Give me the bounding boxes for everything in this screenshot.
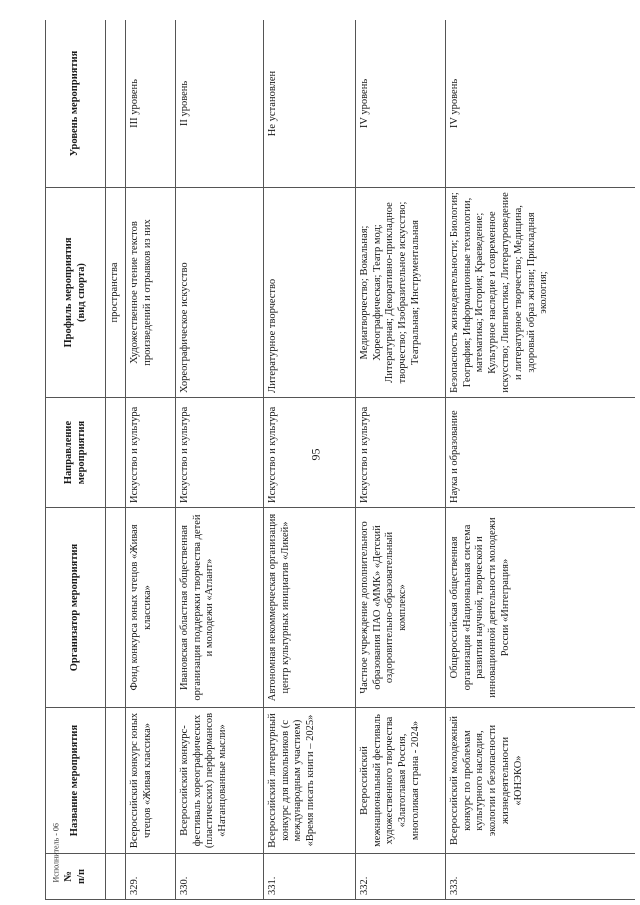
page-number: 95 (308, 448, 323, 461)
cell-level (106, 20, 126, 188)
table-header-row (46, 20, 106, 900)
cell-level: Не установлен (263, 20, 355, 188)
header-number: № п/п (46, 854, 106, 900)
table-row (106, 20, 126, 900)
cell-organizer: Автономная некоммерческая организация центр культурных инициатив «Ликей» (263, 508, 355, 708)
table-row (445, 20, 635, 900)
cell-direction: Наука и образование (445, 398, 635, 508)
cell-profile: пространства (106, 188, 126, 398)
cell-level: IV уровень (445, 20, 635, 188)
cell-name: Всероссийский конкурс-фестиваль хореографических (пластических) перформансов «Натанцованные мысли» (175, 708, 263, 854)
header-level: Уровень мероприятия (46, 20, 106, 188)
cell-number: 331. (263, 854, 355, 900)
cell-organizer: Общероссийская общественная организация «Национальная система развития научной, творческой и инновационной деятельности молодежи России «Интеграция» (445, 508, 635, 708)
table-row (355, 20, 445, 900)
cell-name: Всероссийский межнациональный фестиваль художественного творчества «Златоглавая Россия, многоликая страна - 2024» (355, 708, 445, 854)
table-row (263, 20, 355, 900)
cell-organizer (106, 508, 126, 708)
cell-number: 332. (355, 854, 445, 900)
cell-organizer: Частное учреждение дополнительного образования ПАО «ММК» «Детский оздоровительно-образовательный комплекс» (355, 508, 445, 708)
cell-direction: Искусство и культура (125, 398, 175, 508)
cell-number: 330. (175, 854, 263, 900)
cell-number (106, 854, 126, 900)
cell-direction: Искусство и культура (355, 398, 445, 508)
cell-level: IV уровень (355, 20, 445, 188)
cell-number: 329. (125, 854, 175, 900)
cell-organizer: Фонд конкурса юных чтецов «Живая классика» (125, 508, 175, 708)
cell-profile: Медиатворчество; Вокальная; Хореографическая; Театр мод; Литературная; Декоративно-прикладное творчество; Изобразительное искусство; Театральная; Инструментальная (355, 188, 445, 398)
table-sheet (45, 20, 635, 900)
cell-profile: Безопасность жизнедеятельности; Биология; География; Информационные технологии, математика; История; Краеведение; Культурное наследие и современное искусство; Лингвистика; Литературоведение и литературное творчество; Медицина, здоровый образ жизни; Прикладная экология; (445, 188, 635, 398)
header-direction: Направление мероприятия (46, 398, 106, 508)
cell-name: Всероссийский конкурс юных чтецов «Живая классика» (125, 708, 175, 854)
cell-direction (106, 398, 126, 508)
table-row (175, 20, 263, 900)
footer-note: Исполнитель - 06 (51, 823, 61, 883)
cell-level: III уровень (125, 20, 175, 188)
cell-name: Всероссийский литературный конкурс для школьников (с международным участием) «Время писать книги – 2025» (263, 708, 355, 854)
cell-level: II уровень (175, 20, 263, 188)
header-organizer: Организатор мероприятия (46, 508, 106, 708)
header-name: Название мероприятия (46, 708, 106, 854)
cell-organizer: Ивановская областная общественная организация поддержки творчества детей и молодежи «Атлант» (175, 508, 263, 708)
cell-profile: Художественное чтение текстов произведений и отрывков из них (125, 188, 175, 398)
cell-name (106, 708, 126, 854)
cell-name: Всероссийский молодежный конкурс по проблемам культурного наследия, экологии и безопасности жизнедеятельности «ЮНЭКО» (445, 708, 635, 854)
table-row (125, 20, 175, 900)
header-profile: Профиль мероприятия (вид спорта) (46, 188, 106, 398)
events-table (45, 20, 635, 900)
cell-number: 333. (445, 854, 635, 900)
cell-direction: Искусство и культура (263, 398, 355, 508)
cell-direction: Искусство и культура (175, 398, 263, 508)
cell-profile: Литературное творчество (263, 188, 355, 398)
cell-profile: Хореографическое искусство (175, 188, 263, 398)
